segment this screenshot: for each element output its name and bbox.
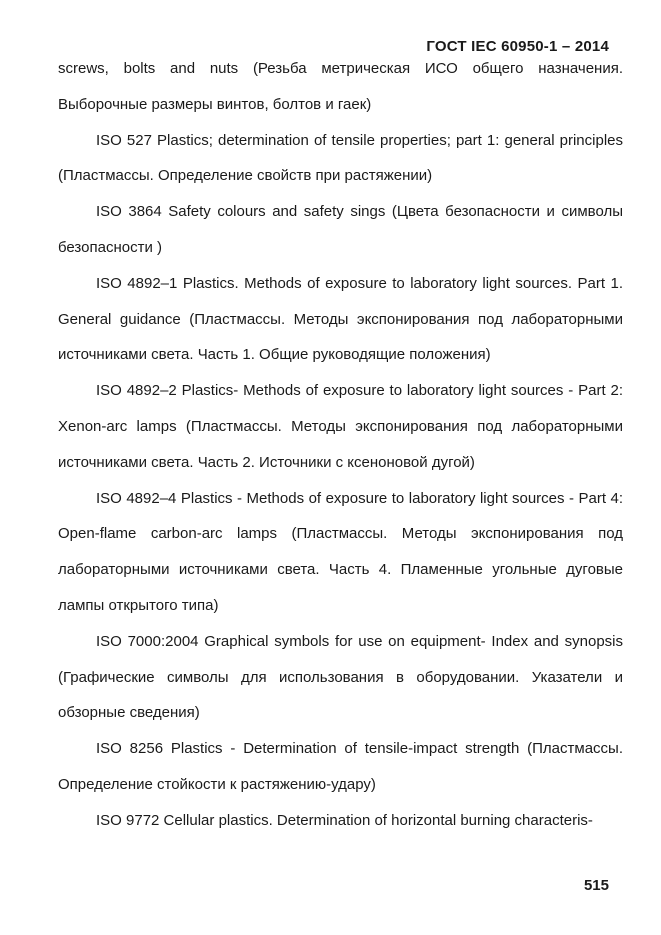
reference-paragraph: ISO 3864 Safety colours and safety sings (Цвета безопасности и символы безопасности ): [58, 203, 623, 256]
reference-paragraph: ISO 7000:2004 Graphical symbols for use on equipment- Index and synopsis (Графические символы для использования в оборудовании. Указатели и обзорные сведения): [58, 632, 623, 722]
document-header: ГОСТ IEC 60950-1 – 2014: [426, 38, 609, 55]
page-number: 515: [583, 877, 609, 894]
reference-paragraph: ISO 527 Plastics; determination of tensile properties; part 1: general principles (Пластмассы. Определение свойств при растяжении): [58, 131, 623, 185]
reference-paragraph: screws, bolts and nuts (Резьба метрическая ИСО общего назначения. Выборочные размеры винтов, болтов и гаек): [58, 60, 623, 113]
reference-paragraph: ISO 4892–2 Plastics- Methods of exposure to laboratory light sources - Part 2: Xenon-arc lamps (Пластмассы. Методы экспонирования под лабораторными источниками света. Часть 2. Источники с ксеноновой дугой): [58, 382, 623, 471]
references-list: [58, 51, 623, 839]
reference-paragraph: ISO 9772 Cellular plastics. Determination of horizontal burning characteris-: [96, 811, 593, 829]
reference-paragraph: ISO 4892–4 Plastics - Methods of exposure to laboratory light sources - Part 4: Open-flame carbon-arc lamps (Пластмассы. Методы экспонирования под лабораторными источниками света. Часть 4. Пламенные угольные дуговые лампы открытого типа): [58, 489, 623, 614]
reference-paragraph: ISO 8256 Plastics - Determination of tensile-impact strength (Пластмассы. Определение стойкости к растяжению-удару): [58, 740, 623, 793]
reference-paragraph: ISO 4892–1 Plastics. Methods of exposure to laboratory light sources. Part 1. General guidance (Пластмассы. Методы экспонирования под лабораторными источниками света. Часть 1. Общие руководящие положения): [58, 274, 623, 364]
